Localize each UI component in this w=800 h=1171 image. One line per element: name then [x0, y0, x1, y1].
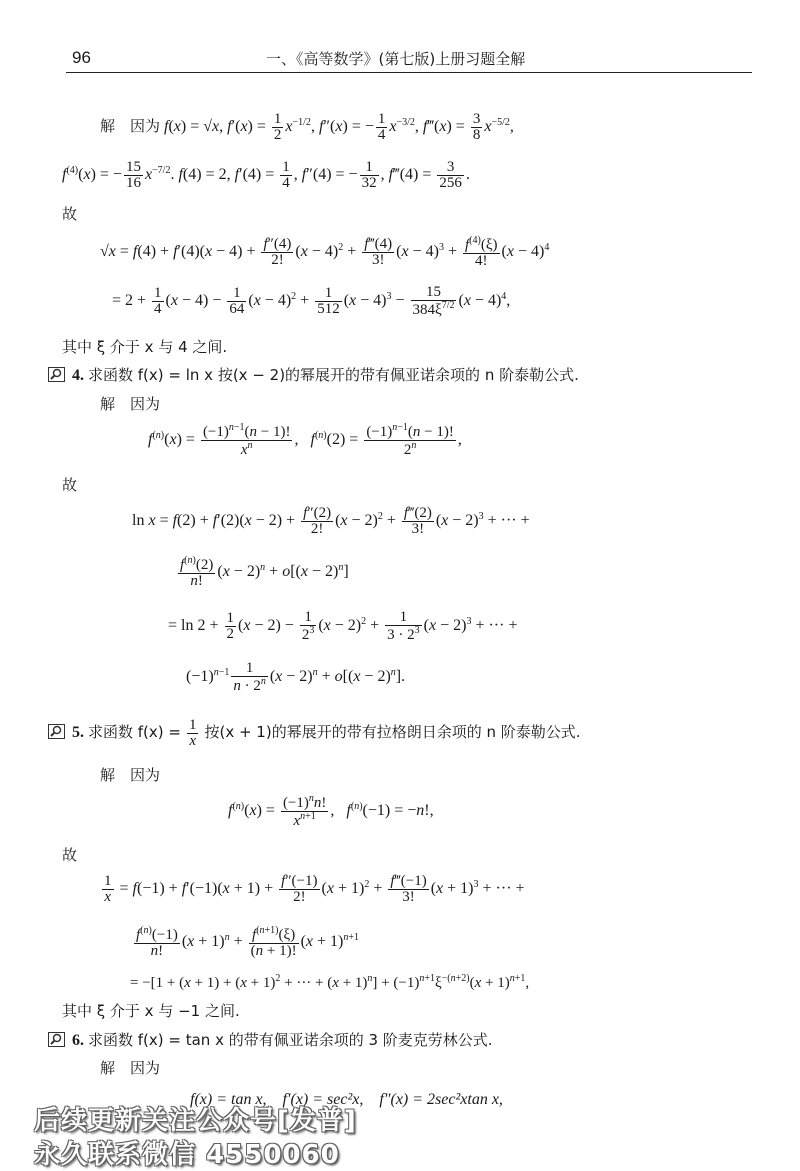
p4-solution-lead: 解 因为	[100, 395, 161, 413]
p3-line-2: $f^{(4)}(x)$ = − $\frac{15}{16}$ $x^{-7/2}$. f(4) = 2, f′(4) = $\frac{1}{4}$ , f″(4) = − $\frac{1}{32}$ , f‴(4) = $\frac{3}{256}$ .	[62, 159, 470, 191]
problem-5-text-post: 按(x + 1)的幂展开的带有拉格朗日余项的 n 阶泰勒公式.	[204, 723, 581, 742]
magnifier-icon	[48, 724, 65, 739]
problem-5-number: 5.	[72, 724, 84, 742]
p3-therefore: 故	[62, 205, 78, 223]
problem-4-number: 4.	[72, 367, 84, 384]
problem-4-text: 求函数 f(x) = ln x 按(x − 2)的幂展开的带有佩亚诺余项的 n 阶泰勒公式.	[88, 366, 579, 384]
problem-4-statement	[48, 367, 579, 384]
p6-derivatives-line: f(x) = tan x, f′(x) = sec²x, f″(x) = 2sec²xtan x,	[190, 1091, 503, 1108]
p4-derivative-formula: $f^{(n)}(x)$ = $\frac{(-1)^{n-1}(n - 1)!}{x^n}$ , $f^{(n)}(2)$ = $\frac{(-1)^{n-1}(n - 1)!}{2^n}$ ,	[148, 422, 462, 458]
p5-solution-lead: 解 因为	[100, 766, 161, 784]
p4-expansion-1: ln x = f(2) + f′(2)(x − 2) + $\frac{f''(2)}{2!}$ $(x - 2)^2$ + $\frac{f‴(2)}{3!}$ $(x - 2)^3$ + ··· +	[132, 505, 530, 537]
p3-expansion-2: = 2 + $\frac{1}{4}$ (x − 4) − $\frac{1}{64}$ $(x - 4)^2$ + $\frac{1}{512}$ $(x - 4)^3$ − $\frac{15}{384\xi^{7/2}}$ $(x - 4)^4$,	[112, 284, 511, 318]
magnifier-icon	[48, 1032, 65, 1047]
p5-therefore: 故	[62, 846, 78, 864]
page-header	[66, 42, 752, 73]
problem-5-statement: 5. 求函数 f(x) = $\frac{1}{x}$ 按(x + 1)的幂展开的带有拉格朗日余项的 n 阶泰勒公式.	[48, 718, 581, 749]
p4-expansion-2: $\frac{f^{(n)}(2)}{n!}$ $(x - 2)^n + o[(x - 2)^n]$	[180, 555, 349, 589]
problem-6-number: 6.	[72, 1032, 84, 1049]
p4-therefore: 故	[62, 476, 78, 494]
problem-6-statement	[48, 1032, 493, 1049]
problem-5-text-pre: 求函数 f(x) =	[88, 723, 181, 742]
p3-expansion-1: √x = f(4) + f′(4)(x − 4) + $\frac{f''(4)}{2!}$ $(x - 4)^2$ + $\frac{f‴(4)}{3!}$ $(x - 4)^3$ + $\frac{f^{(4)}(\xi)}{4!}$ $(x - 4)^4$	[100, 235, 550, 269]
p6-solution-lead: 解 因为	[100, 1059, 161, 1077]
magnifier-icon	[48, 367, 65, 382]
p5-expansion-3: = $-[1 + (x + 1) + (x + 1)^2$ + ··· + $(x + 1)^n] + (-1)^{n+1}\xi^{-(n+2)}(x + 1)^{n+1}$,	[130, 973, 530, 991]
watermark-line-1: 后续更新关注公众号[发普]	[34, 1106, 357, 1136]
p4-expansion-3: = ln 2 + $\frac{1}{2}$ (x − 2) − $\frac{1}{2^3}$ $(x - 2)^2$ + $\frac{1}{3 \cdot 2^3}$ $(x - 2)^3$ + ··· +	[168, 609, 518, 643]
p3-xi-note: 其中 ξ 介于 x 与 4 之间.	[62, 338, 228, 356]
watermark-line-2: 永久联系微信 4550060	[34, 1140, 340, 1170]
p5-expansion-1: $\frac{1}{x}$ = f(−1) + f′(−1)(x + 1) + $\frac{f''(-1)}{2!}$ $(x + 1)^2$ + $\frac{f‴(-1)}{3!}$ $(x + 1)^3$ + ··· +	[104, 873, 525, 905]
p3-solution-lead: 解 因为	[100, 117, 161, 136]
p5-expansion-2: $\frac{f^{(n)}(-1)}{n!}$ $(x + 1)^n$ + $\frac{f^{(n+1)}(\xi)}{(n + 1)!}$ $(x + 1)^{n+1}$	[136, 925, 360, 959]
running-title: 一、《高等数学》(第七版)上册习题全解	[266, 50, 526, 68]
p3-line-1: 解 因为 f(x) = √x, f′(x) = $\frac{1}{2}$ $x^{-1/2}$, f″(x) = − $\frac{1}{4}$ $x^{-3/2}$, f‴(x) = $\frac{3}{8}$ $x^{-5/2}$,	[100, 111, 514, 143]
p4-expansion-4: $(-1)^{n-1}$ $\frac{1}{n \cdot 2^n}$ $(x - 2)^n + o[(x - 2)^n]$.	[186, 660, 406, 694]
problem-6-text: 求函数 f(x) = tan x 的带有佩亚诺余项的 3 阶麦克劳林公式.	[88, 1031, 493, 1049]
page-number: 96	[72, 48, 91, 67]
p5-derivative-formula: $f^{(n)}(x)$ = $\frac{(-1)^nn!}{x^{n+1}}$ , $f^{(n)}(-1) = -n$!,	[228, 793, 434, 829]
p5-xi-note: 其中 ξ 介于 x 与 −1 之间.	[62, 1002, 240, 1020]
